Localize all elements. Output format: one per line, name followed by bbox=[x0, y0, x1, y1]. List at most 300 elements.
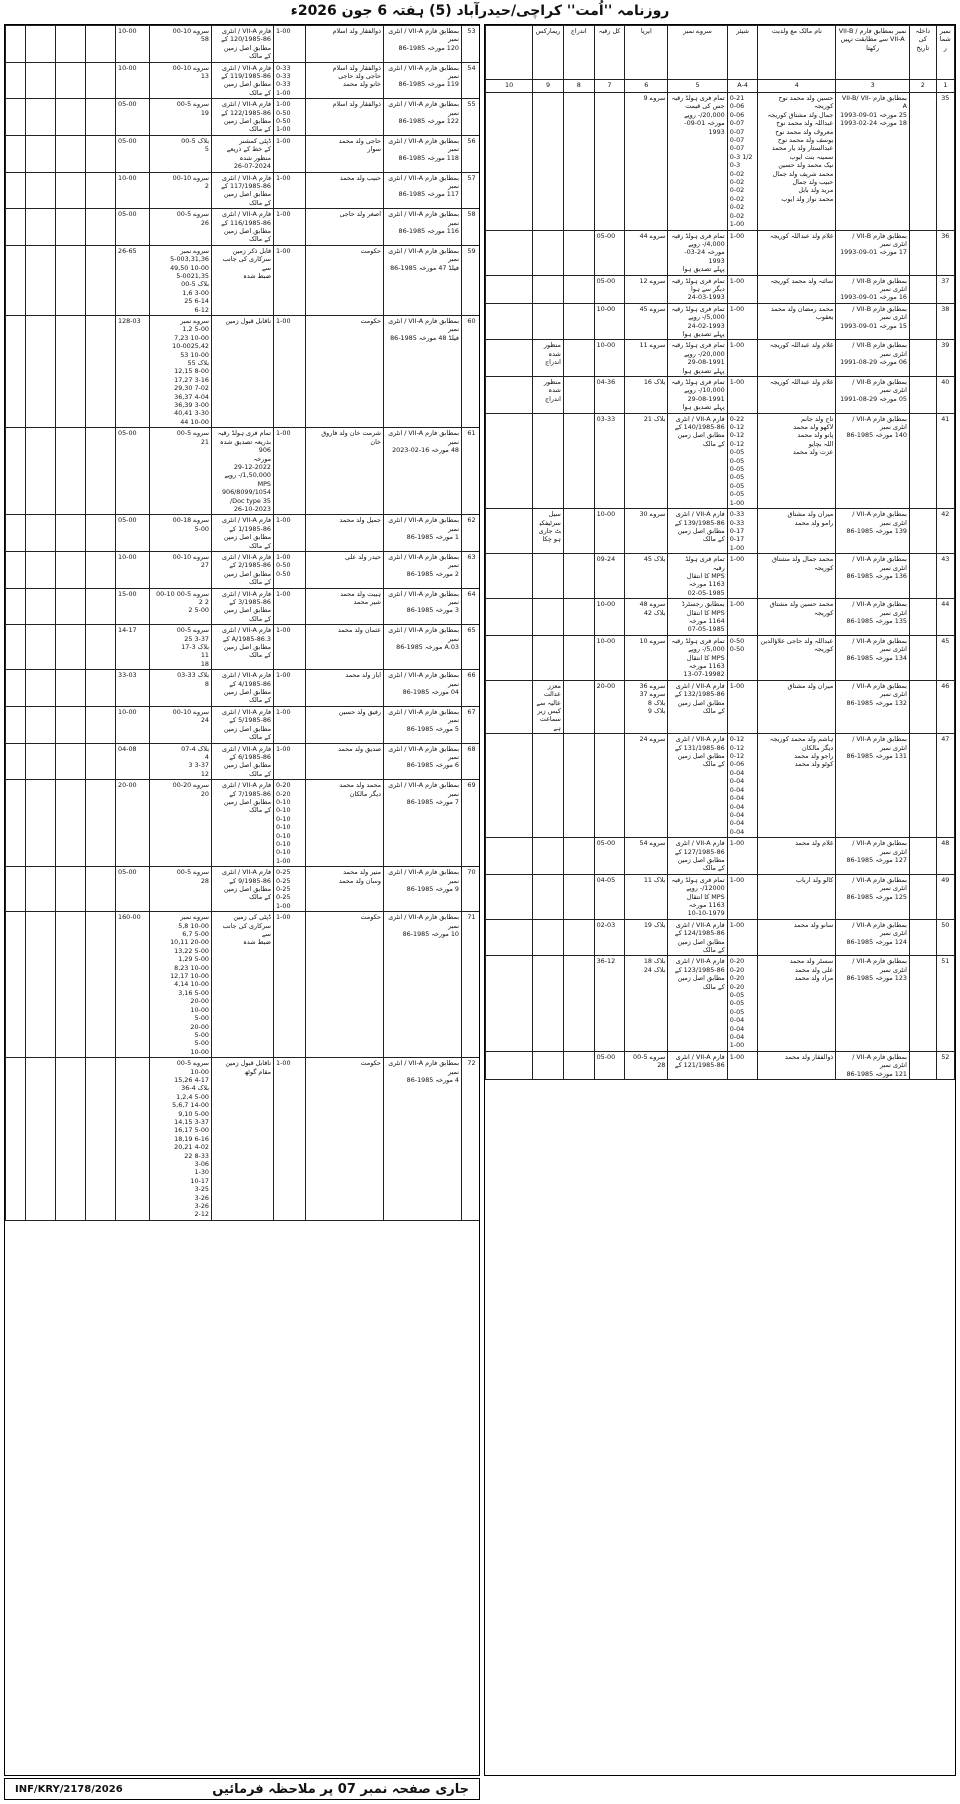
col-header-share: شیئر bbox=[727, 26, 758, 80]
row-total: 05-00 bbox=[594, 838, 625, 875]
row-entry bbox=[563, 734, 594, 838]
row-reference: بمطابق فارم VII-A / انٹری نمبر 120 مورخہ 1985-86 bbox=[384, 26, 462, 63]
row-reference: بمطابق فارم VII-A / انٹری نمبر 2 مورخہ 1985-86 bbox=[384, 551, 462, 588]
register-row bbox=[6, 912, 481, 1058]
row-shares: 0-33 0-33 0-33 1-00 bbox=[274, 62, 306, 99]
row-owners: حکومت bbox=[306, 316, 384, 428]
row-remarks: منظور شدہ اندراج bbox=[533, 377, 564, 414]
col-number: 2 bbox=[909, 80, 936, 93]
col-header-blank bbox=[486, 26, 533, 80]
left-register-table bbox=[5, 25, 480, 1221]
row-date bbox=[909, 1051, 936, 1079]
row-total: 10-00 bbox=[594, 635, 625, 680]
row-survey-details: ڈپٹی کی زمین سرکاری کی جانب سے ضبط شدہ bbox=[212, 912, 274, 1058]
row-entry bbox=[563, 554, 594, 599]
row-reference: بمطابق فارم VII-A / انٹری نمبر 140 مورخہ 1985-86 bbox=[836, 413, 910, 508]
row-serial: 48 bbox=[936, 838, 954, 875]
register-row bbox=[486, 413, 955, 508]
row-entry bbox=[86, 209, 116, 246]
row-reference: بمطابق فارم VII-A / انٹری نمبر 7 مورخہ 1985-86 bbox=[384, 780, 462, 867]
row-entry bbox=[86, 99, 116, 136]
col-header-remarks: ریمارکس bbox=[533, 26, 564, 80]
row-total: 33-03 bbox=[116, 670, 150, 707]
row-entry bbox=[86, 625, 116, 670]
row-serial: 38 bbox=[936, 303, 954, 340]
register-row bbox=[6, 867, 481, 912]
col-header-entry: اندراج bbox=[563, 26, 594, 80]
register-row bbox=[486, 230, 955, 275]
row-owners: محمد جمال ولد مشتاق کوریجہ bbox=[758, 554, 836, 599]
row-area: بلاک 4-07 4 3-37 3 12 bbox=[150, 743, 212, 780]
row-serial: 42 bbox=[936, 509, 954, 554]
row-area: سروے 30 bbox=[625, 509, 668, 554]
row-blank bbox=[6, 26, 26, 63]
row-area: بلاک 18 بلاک 24 bbox=[625, 956, 668, 1051]
row-entry bbox=[563, 303, 594, 340]
register-row bbox=[486, 275, 955, 303]
row-reference: بمطابق فارم VII-B / انٹری نمبر 15 مورخہ 01-09-1993 bbox=[836, 303, 910, 340]
row-blank bbox=[26, 551, 56, 588]
row-entry bbox=[563, 377, 594, 414]
row-serial: 56 bbox=[462, 135, 481, 172]
row-blank bbox=[486, 1051, 533, 1079]
row-entry bbox=[563, 230, 594, 275]
row-area: سروے 10-00 24 bbox=[150, 706, 212, 743]
row-remarks bbox=[56, 867, 86, 912]
row-reference: بمطابق فارم VII-A / انٹری نمبر 4 مورخہ 1985-86 bbox=[384, 1058, 462, 1221]
row-shares: 1-00 bbox=[727, 874, 758, 919]
row-owners: ایاز ولد محمد bbox=[306, 670, 384, 707]
row-remarks bbox=[533, 734, 564, 838]
row-total: 04-05 bbox=[594, 874, 625, 919]
row-remarks bbox=[56, 316, 86, 428]
row-shares: 1-00 bbox=[274, 515, 306, 552]
row-serial: 57 bbox=[462, 172, 481, 209]
row-blank bbox=[26, 625, 56, 670]
row-blank bbox=[26, 26, 56, 63]
row-blank bbox=[486, 413, 533, 508]
register-row bbox=[6, 780, 481, 867]
row-date bbox=[909, 734, 936, 838]
row-owners: ذوالفقار ولد اسلام bbox=[306, 99, 384, 136]
register-row bbox=[486, 956, 955, 1051]
row-shares: 1-00 0-50 0-50 bbox=[274, 551, 306, 588]
row-survey-details: فارم VII-A / انٹری 6/1985-86 کے مطابق اصل زمین کے مالک bbox=[212, 743, 274, 780]
row-owners: کالو ولد ارباب bbox=[758, 874, 836, 919]
row-remarks bbox=[56, 670, 86, 707]
row-area: بلاک 19 bbox=[625, 919, 668, 956]
row-total: 10-00 bbox=[116, 172, 150, 209]
row-shares: 1-00 bbox=[274, 670, 306, 707]
row-area: سروے 5-00 19 bbox=[150, 99, 212, 136]
row-entry bbox=[86, 62, 116, 99]
row-remarks: معزز عدالت عالیہ سے کیس زیر سماعت ہے bbox=[533, 680, 564, 733]
row-total: 05-00 bbox=[594, 275, 625, 303]
row-reference: بمطابق فارم VII-A / انٹری نمبر 135 مورخہ 1985-86 bbox=[836, 599, 910, 636]
row-total: 26-65 bbox=[116, 245, 150, 315]
row-serial: 45 bbox=[936, 635, 954, 680]
row-total bbox=[594, 93, 625, 231]
row-area: سروے 5-00 3-37 25 بلاک 3-17 11 18 bbox=[150, 625, 212, 670]
row-reference: بمطابق فارم VII-A / انٹری نمبر 122 مورخہ 1985-86 bbox=[384, 99, 462, 136]
register-row bbox=[486, 838, 955, 875]
row-remarks bbox=[56, 26, 86, 63]
row-shares: 0-50 0-50 bbox=[727, 635, 758, 680]
row-entry bbox=[86, 588, 116, 625]
row-entry bbox=[563, 680, 594, 733]
row-blank bbox=[486, 874, 533, 919]
row-blank bbox=[6, 780, 26, 867]
row-entry bbox=[86, 551, 116, 588]
row-reference: بمطابق فارم VII-A / انٹری نمبر 132 مورخہ 1985-86 bbox=[836, 680, 910, 733]
row-reference: بمطابق فارم VII-A / انٹری نمبر 125 مورخہ 1985-86 bbox=[836, 874, 910, 919]
row-total: 10-00 bbox=[594, 340, 625, 377]
row-total: 14-17 bbox=[116, 625, 150, 670]
row-blank bbox=[6, 316, 26, 428]
row-area: سروے 5-00 10-00 4-17 15,26 بلاک 4-36 5-00 1,2,4 14-00 5,6,7 5-00 9,10 3-37 14,15 5-00 16,17 6-16 18,19 4-02 20,21 8-33 22 3-06 1-30 10-17 3-25 3-26 3-26 2-12 bbox=[150, 1058, 212, 1221]
row-blank bbox=[486, 919, 533, 956]
row-shares: 1-00 bbox=[274, 625, 306, 670]
row-reference: بمطابق فارم VII-B / انٹری نمبر 16 مورخہ 01-09-1993 bbox=[836, 275, 910, 303]
row-remarks bbox=[56, 515, 86, 552]
row-total: 05-00 bbox=[116, 135, 150, 172]
row-survey-details: فارم VII-A / انٹری 117/1985-86 کے مطابق اصل زمین کے مالک bbox=[212, 172, 274, 209]
register-row bbox=[486, 599, 955, 636]
row-shares: 1-00 bbox=[727, 303, 758, 340]
register-row bbox=[486, 680, 955, 733]
row-entry bbox=[563, 919, 594, 956]
row-serial: 53 bbox=[462, 26, 481, 63]
row-serial: 62 bbox=[462, 515, 481, 552]
masthead: روزنامہ ''اُمت'' کراچی/حیدرآباد (5) ہفتہ 6 جون 2026ء bbox=[290, 3, 670, 19]
row-serial: 68 bbox=[462, 743, 481, 780]
row-reference: بمطابق فارم VII-A / انٹری نمبر 3 مورخہ 1985-86 bbox=[384, 588, 462, 625]
col-number: 4-A bbox=[727, 80, 758, 93]
row-entry bbox=[86, 743, 116, 780]
row-blank bbox=[26, 912, 56, 1058]
row-reference: بمطابق فارم VII-A / انٹری نمبر 123 مورخہ 1985-86 bbox=[836, 956, 910, 1051]
row-remarks bbox=[533, 230, 564, 275]
col-header-reference: نمبر بمطابق فارم VII-B / VII-A سے مطابقت نہیں رکھتا bbox=[836, 26, 910, 80]
row-entry bbox=[86, 1058, 116, 1221]
row-reference: بمطابق فارم VII-A / انٹری نمبر 124 مورخہ 1985-86 bbox=[836, 919, 910, 956]
row-date bbox=[909, 635, 936, 680]
row-area: سروے 5-00 28 bbox=[625, 1051, 668, 1079]
register-row bbox=[6, 743, 481, 780]
row-date bbox=[909, 93, 936, 231]
row-blank bbox=[486, 554, 533, 599]
row-blank bbox=[6, 209, 26, 246]
row-total: 02-03 bbox=[594, 919, 625, 956]
row-owners: حاجی ولد محمد سوار bbox=[306, 135, 384, 172]
row-blank bbox=[26, 706, 56, 743]
row-owners: رفیق ولد حسین bbox=[306, 706, 384, 743]
row-total: 04-36 bbox=[594, 377, 625, 414]
row-owners: سسٹر ولد محمد علی ولد محمد مراد ولد محمد bbox=[758, 956, 836, 1051]
row-shares: 0-25 0-25 0-25 0-25 1-00 bbox=[274, 867, 306, 912]
row-blank bbox=[486, 680, 533, 733]
row-shares: 0-12 0-12 0-12 0-06 0-04 0-04 0-04 0-04 0-04 0-04 0-04 0-04 bbox=[727, 734, 758, 838]
row-reference: بمطابق فارم VII-A / انٹری نمبر 134 مورخہ 1985-86 bbox=[836, 635, 910, 680]
row-remarks bbox=[56, 551, 86, 588]
row-area: سروے 10-00 2 bbox=[150, 172, 212, 209]
row-remarks bbox=[533, 874, 564, 919]
row-remarks bbox=[533, 93, 564, 231]
row-total: 05-00 bbox=[116, 428, 150, 515]
col-header-date: داخلہ کی تاریخ bbox=[909, 26, 936, 80]
row-date bbox=[909, 340, 936, 377]
row-survey-details: فارم VII-A / انٹری 7/1985-86 کے مطابق اصل زمین کے مالک bbox=[212, 780, 274, 867]
row-blank bbox=[486, 635, 533, 680]
row-owners: میران ولد مشتاق bbox=[758, 680, 836, 733]
row-remarks bbox=[56, 706, 86, 743]
row-survey-details: تمام فری ہولڈ رقبہ 4,000/- روپے مورخہ 24-03-1993 پہلے تصدیق ہوا bbox=[668, 230, 727, 275]
row-shares: 0-20 0-20 0-20 0-20 0-05 0-05 0-05 0-04 0-04 0-04 1-00 bbox=[727, 956, 758, 1051]
row-survey-details: تمام فری ہولڈ رقبہ 20,000/- روپے 29-08-1991 پہلے تصدیق ہوا bbox=[668, 340, 727, 377]
row-survey-details: فارم VII-A / انٹری 1/1985-86 کے مطابق اصل زمین کے مالک bbox=[212, 515, 274, 552]
row-shares: 1-00 bbox=[727, 230, 758, 275]
row-owners: حسین ولد محمد نوح کوریجہ جمال ولد مشتاق کوریجہ عبداللہ ولد محمد نوح معروف ولد محمد نوح یوسف ولد محمد نوح عبدالستار ولد یار محمد سمینہ بنت ایوب نیک محمد ولد حسین محمد شریف ولد جمال حبیب ولد جمال مرید ولد بابل محمد نواز ولد ایوب bbox=[758, 93, 836, 231]
register-row bbox=[6, 588, 481, 625]
row-date bbox=[909, 230, 936, 275]
row-reference: بمطابق فارم VII-B / انٹری نمبر 05 مورخہ 29-08-1991 bbox=[836, 377, 910, 414]
row-blank bbox=[26, 172, 56, 209]
row-shares: 1-00 bbox=[274, 209, 306, 246]
row-blank bbox=[486, 599, 533, 636]
row-blank bbox=[486, 734, 533, 838]
row-entry bbox=[563, 1051, 594, 1079]
row-blank bbox=[6, 912, 26, 1058]
row-entry bbox=[563, 635, 594, 680]
row-survey-details: فارم VII-A / انٹری 4/1985-86 کے مطابق اصل زمین کے مالک bbox=[212, 670, 274, 707]
row-reference: بمطابق فارم VII-A / انٹری نمبر 119 مورخہ 1985-86 bbox=[384, 62, 462, 99]
row-area: سروے 5-00 10-00 2 2 5-00 2 bbox=[150, 588, 212, 625]
row-entry bbox=[563, 413, 594, 508]
row-remarks bbox=[56, 743, 86, 780]
row-shares: 0-21 0-06 0-06 0-07 0-07 0-07 0-07 0-3 1/2 0-3 0-02 0-02 0-02 0-02 0-02 0-02 1-00 bbox=[727, 93, 758, 231]
row-total: 05-00 bbox=[594, 230, 625, 275]
register-row bbox=[486, 1051, 955, 1079]
row-blank bbox=[26, 99, 56, 136]
row-area: سروے 5-00 28 bbox=[150, 867, 212, 912]
row-blank bbox=[486, 230, 533, 275]
col-number: 8 bbox=[563, 80, 594, 93]
row-reference: بمطابق فارم VII-A / انٹری نمبر 118 مورخہ 1985-86 bbox=[384, 135, 462, 172]
register-row bbox=[486, 303, 955, 340]
register-row bbox=[486, 919, 955, 956]
row-survey-details: فارم VII-A / انٹری 3.A/1985-86 کے مطابق اصل زمین کے مالک bbox=[212, 625, 274, 670]
col-header-survey: سروے نمبر bbox=[668, 26, 727, 80]
row-blank bbox=[26, 588, 56, 625]
row-serial: 40 bbox=[936, 377, 954, 414]
row-blank bbox=[26, 428, 56, 515]
register-row bbox=[6, 515, 481, 552]
row-shares: 1-00 bbox=[727, 377, 758, 414]
row-entry bbox=[86, 26, 116, 63]
register-row bbox=[6, 428, 481, 515]
row-entry bbox=[86, 172, 116, 209]
register-row bbox=[6, 62, 481, 99]
row-serial: 35 bbox=[936, 93, 954, 231]
row-entry bbox=[563, 340, 594, 377]
row-remarks bbox=[533, 275, 564, 303]
row-survey-details: تمام فری ہولڈ رقبہ 5,000/- روپے 24-02-1993 پہلے تصدیق ہوا bbox=[668, 303, 727, 340]
register-row bbox=[6, 99, 481, 136]
row-entry bbox=[86, 245, 116, 315]
row-blank bbox=[26, 780, 56, 867]
row-survey-details: فارم VII-A / انٹری 124/1985-86 کے مطابق اصل زمین کے مالک bbox=[668, 919, 727, 956]
row-area: بلاک 21 bbox=[625, 413, 668, 508]
register-row bbox=[6, 245, 481, 315]
row-date bbox=[909, 680, 936, 733]
row-shares: 0-22 0-12 0-12 0-12 0-05 0-05 0-05 0-05 0-05 0-05 1-00 bbox=[727, 413, 758, 508]
row-reference: بمطابق فارم VII-B/ VII-A 25 مورخہ 01-09-1993 18 مورخہ 24-02-1993 bbox=[836, 93, 910, 231]
row-blank bbox=[26, 743, 56, 780]
register-row bbox=[6, 209, 481, 246]
row-blank bbox=[26, 670, 56, 707]
row-blank bbox=[26, 1058, 56, 1221]
row-serial: 64 bbox=[462, 588, 481, 625]
row-entry bbox=[563, 874, 594, 919]
row-serial: 44 bbox=[936, 599, 954, 636]
row-shares: 1-00 bbox=[274, 706, 306, 743]
row-serial: 49 bbox=[936, 874, 954, 919]
row-blank bbox=[6, 428, 26, 515]
row-owners: محمد حسین ولد مشتاق کوریجہ bbox=[758, 599, 836, 636]
register-row bbox=[486, 340, 955, 377]
row-survey-details: فارم VII-A / انٹری 139/1985-86 کے مطابق اصل زمین کے مالک bbox=[668, 509, 727, 554]
row-total: 10-00 bbox=[116, 26, 150, 63]
row-area: سروے 10 bbox=[625, 635, 668, 680]
row-total: 10-00 bbox=[594, 303, 625, 340]
row-blank bbox=[486, 340, 533, 377]
row-remarks bbox=[56, 135, 86, 172]
row-owners: ذوالفقار ولد محمد bbox=[758, 1051, 836, 1079]
row-date bbox=[909, 413, 936, 508]
row-owners: حکومت bbox=[306, 912, 384, 1058]
row-area: بلاک 11 bbox=[625, 874, 668, 919]
right-register-table bbox=[485, 25, 955, 1080]
row-area: سروے 45 bbox=[625, 303, 668, 340]
row-blank bbox=[486, 509, 533, 554]
row-total: 20-00 bbox=[116, 780, 150, 867]
row-remarks bbox=[56, 62, 86, 99]
register-row bbox=[6, 316, 481, 428]
row-blank bbox=[6, 670, 26, 707]
row-entry bbox=[86, 912, 116, 1058]
row-serial: 72 bbox=[462, 1058, 481, 1221]
row-survey-details: تمام فری ہولڈ رقبہ بذریعہ تصدیق شدہ 906 مورخہ 29-12-2022 1,50,000/- روپے MPS 906/8099/1054 Doc type 35/ 26-10-2023 bbox=[212, 428, 274, 515]
row-reference: بمطابق فارم VII-A / انٹری نمبر 127 مورخہ 1985-86 bbox=[836, 838, 910, 875]
row-remarks bbox=[56, 780, 86, 867]
row-reference: بمطابق فارم VII-A / انٹری نمبر 136 مورخہ 1985-86 bbox=[836, 554, 910, 599]
row-total: 160-00 bbox=[116, 912, 150, 1058]
row-area: بلاک 5-00 5 bbox=[150, 135, 212, 172]
row-area: بلاک 16 bbox=[625, 377, 668, 414]
row-entry bbox=[86, 670, 116, 707]
row-total: 05-00 bbox=[116, 99, 150, 136]
row-shares: 1-00 bbox=[727, 919, 758, 956]
row-entry bbox=[563, 93, 594, 231]
row-total: 05-00 bbox=[116, 515, 150, 552]
row-remarks bbox=[56, 1058, 86, 1221]
row-owners: حکومت bbox=[306, 245, 384, 315]
row-survey-details: فارم VII-A / انٹری 120/1985-86 کے مطابق اصل زمین کے مالک bbox=[212, 26, 274, 63]
row-survey-details: تمام فری ہولڈ رقبہ MPS کا انتقال 1163 مورخہ 02-05-1985 bbox=[668, 554, 727, 599]
row-date bbox=[909, 509, 936, 554]
row-remarks bbox=[56, 625, 86, 670]
row-serial: 67 bbox=[462, 706, 481, 743]
row-owners: محمد رمضان ولد محمد یعقوب bbox=[758, 303, 836, 340]
row-shares: 1-00 bbox=[274, 912, 306, 1058]
row-survey-details: فارم VII-A / انٹری 131/1985-86 کے مطابق اصل زمین کے مالک bbox=[668, 734, 727, 838]
row-total: 05-00 bbox=[116, 209, 150, 246]
row-serial: 66 bbox=[462, 670, 481, 707]
row-entry bbox=[563, 599, 594, 636]
row-blank bbox=[6, 245, 26, 315]
row-serial: 51 bbox=[936, 956, 954, 1051]
row-area: سروے 10-00 13 bbox=[150, 62, 212, 99]
row-owners: غلام ولد محمد bbox=[758, 838, 836, 875]
row-owners: حبیب ولد محمد bbox=[306, 172, 384, 209]
register-row bbox=[6, 670, 481, 707]
right-register-panel bbox=[484, 24, 956, 1776]
row-shares: 0-33 0-33 0-17 0-17 1-00 bbox=[727, 509, 758, 554]
row-blank bbox=[6, 172, 26, 209]
row-total: 05-00 bbox=[116, 867, 150, 912]
row-survey-details: ناقابل قبول زمین bbox=[212, 316, 274, 428]
row-owners: غلام ولد عبداللہ کوریجہ bbox=[758, 340, 836, 377]
right-colnum-row bbox=[486, 80, 955, 93]
register-row bbox=[486, 635, 955, 680]
row-owners: عبداللہ ولد حاجی علاؤالدین کوریجہ bbox=[758, 635, 836, 680]
left-register-panel bbox=[4, 24, 480, 1776]
row-serial: 70 bbox=[462, 867, 481, 912]
row-owners: حکومت bbox=[306, 1058, 384, 1221]
row-shares: 1-00 bbox=[274, 135, 306, 172]
row-serial: 65 bbox=[462, 625, 481, 670]
row-blank bbox=[6, 588, 26, 625]
row-blank bbox=[6, 706, 26, 743]
row-serial: 59 bbox=[462, 245, 481, 315]
row-survey-details: قابل ذکر زمین سرکاری کی جانب سے ضبط شدہ bbox=[212, 245, 274, 315]
row-survey-details: فارم VII-A / انٹری 121/1985-86 کے bbox=[668, 1051, 727, 1079]
row-blank bbox=[26, 135, 56, 172]
row-serial: 43 bbox=[936, 554, 954, 599]
row-serial: 58 bbox=[462, 209, 481, 246]
row-remarks bbox=[533, 956, 564, 1051]
row-area: سروے نمبر 5-003,31,36 10-00 49,50 5-0021,35 بلاک 5-00 3-00 1,6 6-14 25 6-12 bbox=[150, 245, 212, 315]
row-shares: 1-00 bbox=[274, 588, 306, 625]
row-shares: 1-00 bbox=[727, 554, 758, 599]
row-serial: 52 bbox=[936, 1051, 954, 1079]
row-blank bbox=[486, 956, 533, 1051]
row-serial: 36 bbox=[936, 230, 954, 275]
register-row bbox=[6, 135, 481, 172]
row-blank bbox=[26, 245, 56, 315]
row-owners: غلام ولد عبداللہ کوریجہ bbox=[758, 377, 836, 414]
row-reference: بمطابق فارم VII-A / انٹری نمبر فیلڈ 48 مورخہ 1985-86 bbox=[384, 316, 462, 428]
row-owners: صدیق ولد محمد bbox=[306, 743, 384, 780]
row-total: 36-12 bbox=[594, 956, 625, 1051]
row-survey-details: ناقابل قبول زمین مقام گوٹھ bbox=[212, 1058, 274, 1221]
row-area: سروے نمبر 5-00 1,2 10-00 7,23 10-0025,42 10-00 53 بلاک 55 8-00 12,15 3-16 17,27 7-02 29,30 4-04 36,37 3-00 36,39 3-30 40,41 10-00 44 bbox=[150, 316, 212, 428]
row-survey-details: فارم VII-A / انٹری 5/1985-86 کے مطابق اصل زمین کے مالک bbox=[212, 706, 274, 743]
row-area: سروے 5-00 21 bbox=[150, 428, 212, 515]
col-header-total: کل رقبہ bbox=[594, 26, 625, 80]
row-serial: 50 bbox=[936, 919, 954, 956]
row-survey-details: فارم VII-A / انٹری 116/1985-86 کے مطابق اصل زمین کے مالک bbox=[212, 209, 274, 246]
